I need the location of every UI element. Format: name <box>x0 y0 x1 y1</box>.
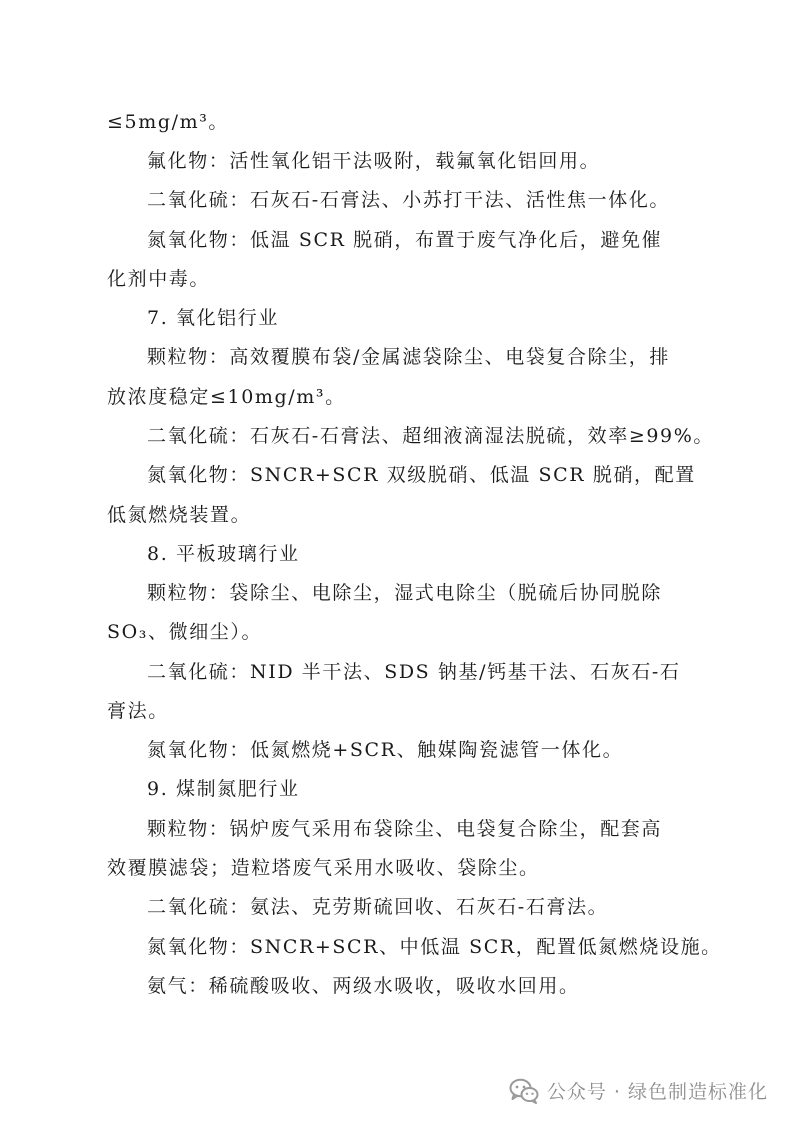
text-line: 低氮燃烧装置。 <box>107 504 252 526</box>
text-line: 氟化物：活性氧化铝干法吸附，载氟氧化铝回用。 <box>147 150 601 172</box>
section-heading: 7. 氧化铝行业 <box>147 307 279 329</box>
text-line: 颗粒物：袋除尘、电除尘，湿式电除尘（脱硫后协同脱除 <box>147 582 663 604</box>
text-line: 效覆膜滤袋；造粒塔废气采用水吸收、袋除尘。 <box>107 857 540 879</box>
text-line: 二氧化硫：石灰石-石膏法、超细液滴湿法脱硫，效率≥99%。 <box>147 425 714 447</box>
text-line: 化剂中毒。 <box>107 268 211 290</box>
text-line: 二氧化硫：石灰石-石膏法、小苏打干法、活性焦一体化。 <box>147 189 671 211</box>
text-line: 氮氧化物：SNCR+SCR、中低温 SCR，配置低氮燃烧设施。 <box>147 936 722 958</box>
watermark <box>509 1077 768 1104</box>
text-line: 氮氧化物：低温 SCR 脱硝，布置于废气净化后，避免催 <box>147 229 663 251</box>
section-heading: 8. 平板玻璃行业 <box>147 543 300 565</box>
text-line: 二氧化硫：氨法、克劳斯硫回收、石灰石-石膏法。 <box>147 896 609 918</box>
text-line: 二氧化硫：NID 半干法、SDS 钠基/钙基干法、石灰石-石 <box>147 661 681 683</box>
wechat-icon <box>509 1078 539 1104</box>
text-line: 颗粒物：锅炉废气采用布袋除尘、电袋复合除尘，配套高 <box>147 818 663 840</box>
text-line: 颗粒物：高效覆膜布袋/金属滤袋除尘、电袋复合除尘，排 <box>147 346 671 368</box>
text-line: 放浓度稳定≤10mg/m³。 <box>107 386 346 408</box>
text-line: 氮氧化物：低氮燃烧+SCR、触媒陶瓷滤管一体化。 <box>147 739 624 761</box>
watermark-text: 公众号 · 绿色制造标准化 <box>546 1081 768 1103</box>
text-line: 氨气：稀硫酸吸收、两级水吸收，吸收水回用。 <box>147 975 580 997</box>
text-line: SO₃、微细尘）。 <box>107 621 263 643</box>
section-heading: 9. 煤制氮肥行业 <box>147 778 300 800</box>
text-line: 膏法。 <box>107 700 169 722</box>
text-line: 氮氧化物：SNCR+SCR 双级脱硝、低温 SCR 脱硝，配置 <box>147 464 696 486</box>
text-line: ≤5mg/m³。 <box>107 111 230 133</box>
